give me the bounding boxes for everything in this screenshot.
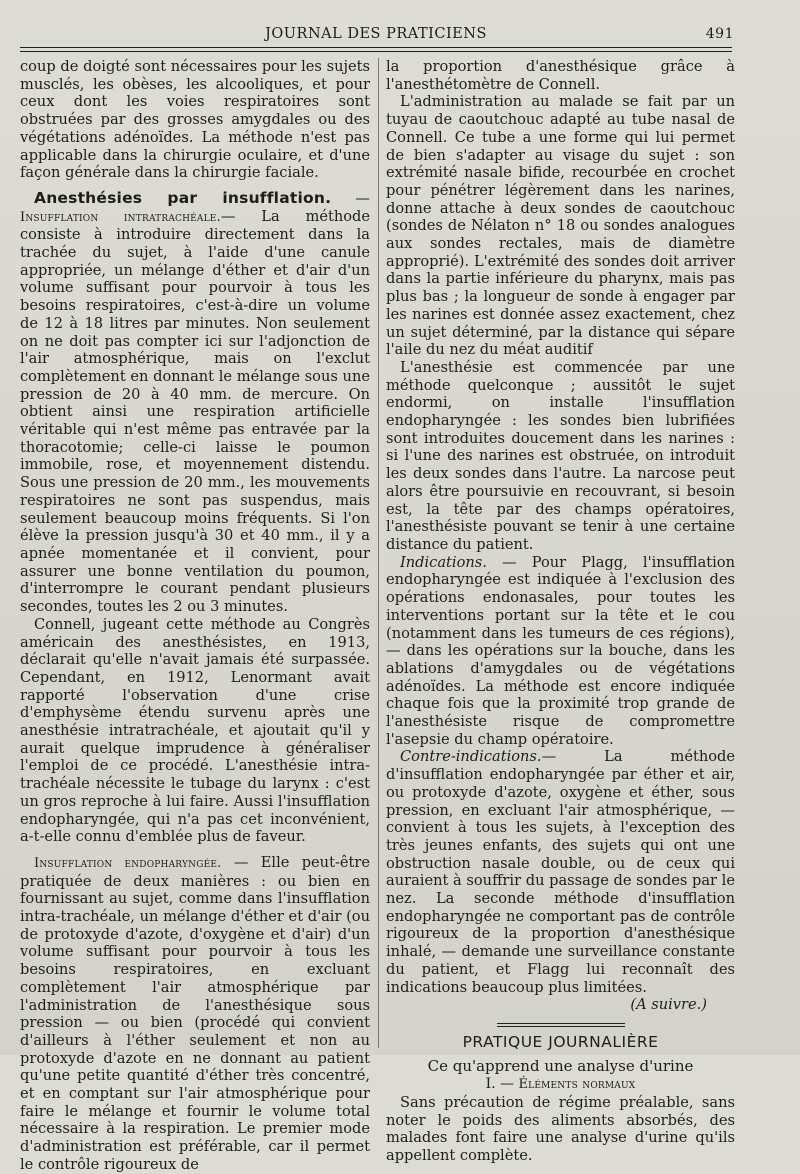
article-title: Ce qu'apprend une analyse d'urine — [427, 1056, 694, 1075]
subsection-label: Contre-indications. — [400, 748, 542, 766]
paragraph: Sans précaution de régime préalable, sans noter le poids des aliments absorbés, des malades font faire une analyse d'urine qu'ils appellent complète. — [386, 1094, 735, 1165]
running-header — [20, 24, 732, 46]
page-number: 491 — [705, 26, 734, 42]
subsection-label: Insufflation intratrachéale. — [20, 209, 221, 225]
right-column — [386, 58, 735, 1165]
paragraph: la proportion d'anesthésique grâce à l'anesthétomètre de Connell. — [386, 58, 735, 93]
section-rule — [497, 1023, 625, 1027]
to-be-continued: (A suivre.) — [630, 996, 707, 1014]
paragraph: Connell, jugeant cette méthode au Congrès américain des anesthésistes, en 1913, déclarait qu'elle n'avait jamais été surpassée. Cependant, en 1912, Lenormant avait rapporté l'observation d'une crise d'emphysème étendu survenu après une anesthésie intratrachéale, et ajoutait qu'il y aurait quelque imprudence à généraliser l'emploi de ce procédé. L'anesthésie intra-trachéale nécessite le tubage du larynx : c'est un gros reproche à lui faire. Aussi l'insufflation endopharyngée, qui n'a pas cet inconvénient, a-t-elle connu d'emblée plus de faveur. — [20, 615, 370, 846]
subsection-label: Indications. — [400, 553, 487, 571]
left-column — [20, 58, 370, 1174]
subsection-label: Insufflation endopharyngée. — [34, 855, 222, 871]
paragraph-indications: Indications. — Pour Plagg, l'insufflation endopharyngée est indiquée à l'exclusion des opérations endonasales, pour toutes les interventions portant sur la tête et le cou (notamment dans les tumeurs de ces régions), — dans les opérations sur la bouche, dans les ablations d'amygdales ou de végétations adénoïdes. La méthode est encore indiquée chaque fois que la proximité trop grande de l'anesthésiste risque de compromettre l'asepsie du champ opératoire. — [386, 553, 735, 748]
article-subheading: I. — Éléments normaux — [485, 1076, 636, 1093]
journal-title: JOURNAL DES PRATICIENS — [265, 26, 487, 42]
header-rule-thin — [20, 51, 732, 52]
paragraph-insufflation: Anesthésies par insufflation. — Insufflation intratrachéale.— La méthode consiste à introduire directement dans la trachée du sujet, à l'aide d'une canule appropriée, un mélange d'éther et d'air d'un volume suffisant pour pourvoir à tous les besoins respiratoires, c'est-à-dire un volume de 12 à 18 litres par minutes. Non seulement on ne doit pas compter ici sur l'adjonction de l'air atmosphérique, mais on l'exclut complètement en donnant le mélange sous une pression de 20 à 40 mm. de mercure. On obtient ainsi une respiration artificielle véritable qui n'est même pas entravée par la thoracotomie; celle-ci laisse le poumon immobile, rose, et moyennement distendu. Sous une pression de 20 mm., les mouvements respiratoires ne sont pas suspendus, mais seulement beaucoup moins fréquents. Si l'on élève la pression jusqu'à 30 et 40 mm., il y a apnée momentanée et il convient, pour assurer une bonne ventilation du poumon, d'interrompre le courant pendant plusieurs secondes, toutes les 2 ou 3 minutes. — [20, 188, 370, 616]
paragraph: L'anesthésie est commencée par une méthode quelconque ; aussitôt le sujet endormi, on installe l'insufflation endopharyngée : les sondes bien lubrifiées sont introduites doucement dans les narines : si l'une des narines est obstruée, on introduit les deux sondes dans l'autre. La narcose peut alors être poursuivie en recouvrant, si besoin est, la tête par des champs opératoires, l'anesthésiste pouvant se tenir à une certaine distance du patient. — [386, 358, 735, 553]
section-title: PRATIQUE JOURNALIÈRE — [462, 1032, 659, 1051]
header-rule — [20, 47, 732, 48]
column-separator — [378, 58, 379, 1048]
paragraph: coup de doigté sont nécessaires pour les sujets musclés, les obèses, les alcooliques, et pour ceux dont les voies respiratoires sont obstruées par des grosses amygdales ou des végétations adénoïdes. La méthode n'est pas applicable dans la chirurgie oculaire, et d'une façon générale dans la chirurgie faciale. — [20, 58, 370, 182]
paragraph-endopharyngee: Insufflation endopharyngée. — Elle peut-être pratiquée de deux manières : ou bien en fournissant au sujet, comme dans l'insufflation intra-trachéale, un mélange d'éther et d'air (ou de protoxyde d'azote, d'oxygène et d'air) d'un volume suffisant pour pourvoir à tous les besoins respiratoires, en excluant complètement l'air atmosphérique par l'administration de l'anesthésique sous pression — ou bien (procédé qui convient d'ailleurs à l'éther seulement et non au protoxyde d'azote en ne donnant au patient qu'une petite quantité d'éther très concentré, et en comptant sur l'air atmosphérique pour faire le mélange et fournir le volume total nécessaire à la respiration. Le premier mode d'administration est préférable, car il permet le contrôle rigoureux de — [20, 853, 370, 1173]
paragraph-contre-indications: Contre-indications.— La méthode d'insufflation endopharyngée par éther et air, ou protoxyde d'azote, oxygène et éther, sous pression, en excluant l'air atmosphérique, — convient à tous les sujets, à l'exception des très jeunes enfants, des sujets qui ont une obstruction nasale double, ou de ceux qui auraient à souffrir du passage de sondes par le nez. La seconde méthode d'insufflation endopharyngée ne comportant pas de contrôle rigoureux de la proportion d'anesthésique inhalé, — demande une surveillance constante du patient, et Flagg lui reconnaît des indications beaucoup plus limitées. — [386, 748, 735, 996]
paragraph: L'administration au malade se fait par un tuyau de caoutchouc adapté au tube nasal de Connell. Ce tube a une forme qui lui permet de bien s'adapter au visage du sujet : son extrémité nasale bifide, recourbée en crochet pour pénétrer légèrement dans les narines, donne attache à deux sondes de caoutchouc (sondes de Nélaton n° 18 ou sondes analogues aux sondes rectales, mais de diamètre approprié). L'extrémité des sondes doit arriver dans la partie inférieure du pharynx, mais pas plus bas ; la longueur de sonde à engager par les narines est donnée assez exactement, chez un sujet déterminé, par la distance qui sépare l'aile du nez du méat auditif — [386, 93, 735, 359]
section-heading: Anesthésies par insufflation. — [34, 188, 332, 207]
